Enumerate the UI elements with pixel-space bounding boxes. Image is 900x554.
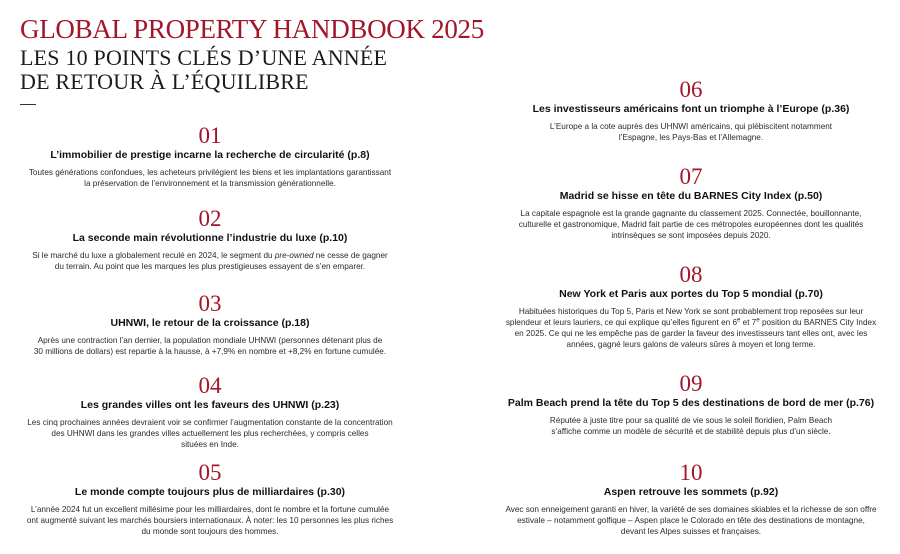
point-body — [482, 208, 900, 241]
point-number: 02 — [198, 206, 222, 231]
point-body — [20, 417, 400, 450]
point-body-line: La capitale espagnole est la grande gagnante du classement 2025. Connectée, bouillonnante, — [520, 209, 862, 218]
point-body-line: intrinsèques se sont imposées depuis 2020. — [611, 231, 771, 240]
point-heading: Le monde compte toujours plus de milliardaires (p.30) — [74, 486, 346, 498]
handbook-title: GLOBAL PROPERTY HANDBOOK 2025 — [20, 14, 484, 44]
point-heading: UHNWI, le retour de la croissance (p.18) — [110, 317, 310, 329]
point-body-line: du monde sont toujours des hommes. — [141, 527, 279, 536]
point-body — [482, 504, 900, 537]
point-number: 04 — [198, 373, 222, 398]
point-body-line: Réputée à juste titre pour sa qualité de vie sous le soleil floridien, Palm Beach — [549, 416, 833, 425]
point-number: 10 — [679, 460, 703, 485]
ordinal-suffix: e — [737, 317, 741, 324]
point-number: 08 — [679, 262, 703, 287]
point-number: 09 — [679, 371, 703, 396]
point-body-line: L’année 2024 fut un excellent millésime pour les milliardaires, dont le nombre et la fortune cumulée — [30, 505, 390, 514]
point-body-text: ne cesse de gagner — [313, 251, 388, 260]
point-body — [482, 306, 900, 350]
title-divider — [20, 104, 36, 105]
page-subtitle-line-2: DE RETOUR À L’ÉQUILIBRE — [20, 69, 309, 94]
key-point-04 — [20, 374, 400, 450]
point-body — [20, 167, 400, 189]
key-point-09 — [482, 372, 900, 437]
point-heading: Aspen retrouve les sommets (p.92) — [603, 486, 779, 498]
point-number: 01 — [198, 123, 222, 148]
point-heading: L’immobilier de prestige incarne la recherche de circularité (p.8) — [50, 149, 370, 161]
point-body-line: l’Espagne, les Pays-Bas et l’Allemagne. — [618, 133, 764, 142]
point-heading: Les investisseurs américains font un triomphe à l’Europe (p.36) — [532, 103, 850, 115]
point-heading: La seconde main révolutionne l’industrie du luxe (p.10) — [72, 232, 348, 244]
point-body-line: Toutes générations confondues, les acheteurs privilégient les biens et les implantations garantissant — [28, 168, 392, 177]
point-heading: Madrid se hisse en tête du BARNES City Index (p.50) — [559, 190, 823, 202]
point-body-text: position du BARNES City Index — [759, 318, 877, 327]
point-body-line: devant les Alpes suisses et françaises. — [620, 527, 762, 536]
key-point-10 — [482, 461, 900, 537]
point-number: 03 — [198, 291, 222, 316]
point-number: 07 — [679, 164, 703, 189]
key-point-07 — [482, 165, 900, 241]
point-heading: Palm Beach prend la tête du Top 5 des destinations de bord de mer (p.76) — [507, 397, 875, 409]
point-body-line — [482, 317, 900, 328]
point-heading: New York et Paris aux portes du Top 5 mondial (p.70) — [559, 288, 823, 300]
key-point-03 — [20, 292, 400, 357]
point-body-line: années, gagné leurs galons de valeurs sûres à moyen et long terme. — [566, 340, 816, 349]
point-body-line: culturelle et gastronomique, Madrid fait partie de ces métropoles européennes dont les qualités — [518, 220, 864, 229]
point-body-line: la préservation de l’environnement et la transmission générationnelle. — [84, 179, 336, 188]
point-body-line: ont augmenté suivant les marchés boursiers internationaux. À noter: les 10 personnes les plus riches — [26, 516, 394, 525]
point-body-text: Si le marché du luxe a globalement reculé en 2024, le segment du — [32, 251, 275, 260]
point-body-text: splendeur et leurs lauriers, ce qui explique qu’elles figurent en 6 — [505, 318, 738, 327]
point-body-line: s’affiche comme un modèle de sécurité et de stabilité depuis plus d’un siècle. — [551, 427, 831, 436]
key-point-02 — [20, 207, 400, 272]
point-body-line: Les cinq prochaines années devraient voir se confirmer l’augmentation constante de la concentration — [27, 418, 393, 427]
point-body-line — [20, 250, 400, 261]
point-body-text: et 7 — [740, 318, 757, 327]
point-body — [20, 504, 400, 537]
point-body — [482, 415, 900, 437]
point-body — [20, 250, 400, 272]
point-number: 06 — [679, 77, 703, 102]
point-body-line: en 2025. Ce qui ne les empêche pas de garder la faveur des investisseurs tant elles ont, avec les — [514, 329, 868, 338]
page-subtitle-line-1: LES 10 POINTS CLÉS D’UNE ANNÉE — [20, 45, 388, 70]
point-body — [482, 121, 900, 143]
point-body-line: du terrain. Au point que les marques les plus prestigieuses essayent de s’en emparer. — [54, 262, 366, 271]
point-body-line: Avec son enneigement garanti en hiver, la variété de ses domaines skiables et la richesse de son offre — [505, 505, 877, 514]
point-body-line: L’Europe a la cote auprès des UHNWI américains, qui plébiscitent notamment — [549, 122, 833, 131]
point-body-emphasis: pre-owned — [274, 251, 314, 260]
key-point-06 — [482, 78, 900, 143]
point-body — [20, 335, 400, 357]
point-body-line: 30 millions de dollars) est repartie à la hausse, à +7,9% en nombre et +8,2% en fortune cumulée. — [33, 347, 387, 356]
key-point-01 — [20, 124, 400, 189]
point-body-line: des UHNWI dans les grandes villes actuellement les plus recherchées, y compris celles — [51, 429, 369, 438]
key-point-08 — [482, 263, 900, 350]
point-body-line: Après une contraction l’an dernier, la population mondiale UHNWI (personnes détenant plus de — [37, 336, 383, 345]
ordinal-suffix: e — [756, 317, 760, 324]
key-point-05 — [20, 461, 400, 537]
point-body-line: situées en Inde. — [181, 440, 239, 449]
point-body-line: Habituées historiques du Top 5, Paris et New York se sont probablement trop reposées sur leur — [518, 307, 864, 316]
point-heading: Les grandes villes ont les faveurs des UHNWI (p.23) — [80, 399, 340, 411]
point-body-line: estivale – notamment golfique – Aspen place le Colorado en tête des destinations de montagne, — [517, 516, 865, 525]
point-number: 05 — [198, 460, 222, 485]
